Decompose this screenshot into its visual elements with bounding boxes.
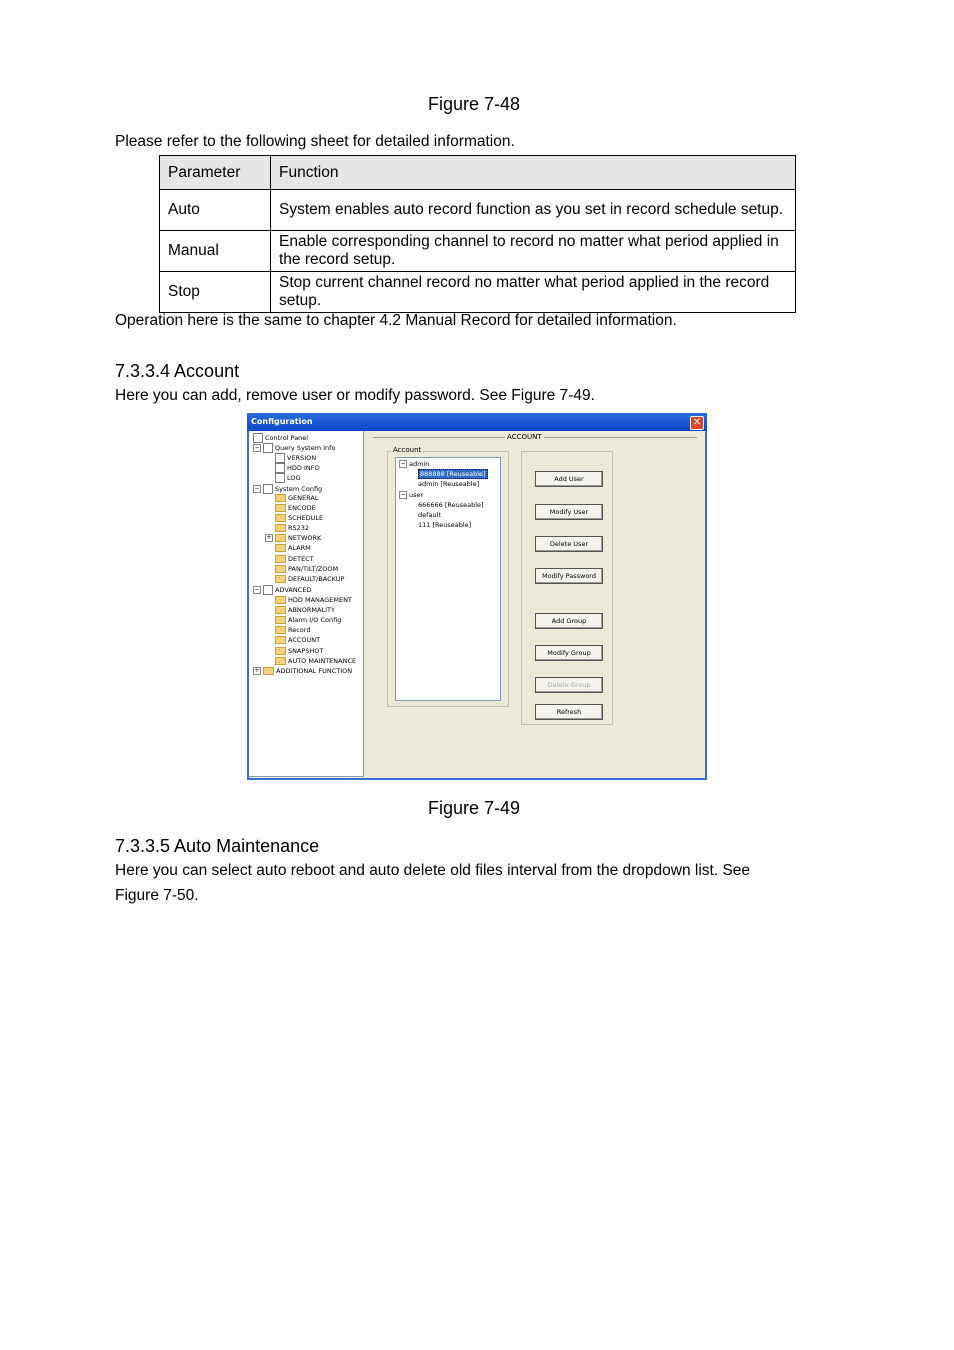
tree-item-snapshot[interactable]: SNAPSHOT (275, 647, 323, 656)
folder-icon (275, 647, 286, 655)
folder-icon (275, 606, 286, 614)
folder-icon (275, 657, 286, 665)
collapse-icon[interactable]: − (400, 460, 406, 467)
tree-item-additional-function[interactable]: + ADDITIONAL FUNCTION (254, 667, 353, 675)
tree-item-version[interactable]: VERSION (275, 453, 316, 463)
tree-item-hdd-info[interactable]: HDD INFO (275, 463, 320, 473)
tree-item-detect[interactable]: DETECT (275, 555, 314, 564)
cell-parameter: Auto (160, 190, 271, 231)
delete-user-button[interactable]: Delete User (535, 536, 603, 552)
folder-icon (275, 544, 286, 552)
tree-item-hdd-management[interactable]: HDD MANAGEMENT (275, 596, 352, 605)
panel-title: ACCOUNT (507, 433, 542, 441)
section-heading-account: 7.3.3.4 Account (115, 361, 240, 381)
collapse-icon[interactable]: − (254, 444, 260, 451)
user-item[interactable]: admin [Reuseable] (418, 480, 480, 488)
expand-icon[interactable]: + (266, 534, 272, 541)
window-client-area (249, 431, 705, 778)
collapse-icon[interactable]: − (254, 586, 260, 593)
expand-icon[interactable]: + (254, 667, 260, 674)
folder-icon (275, 494, 286, 502)
add-group-button[interactable]: Add Group (535, 613, 603, 629)
folder-icon (275, 616, 286, 624)
folder-icon (275, 555, 286, 563)
account-paragraph: Here you can add, remove user or modify password. See Figure 7-49. (115, 387, 595, 404)
notepad-icon (275, 473, 285, 483)
group-admin[interactable]: − admin (400, 460, 430, 468)
cell-parameter: Stop (160, 272, 271, 313)
notepad-icon (263, 443, 273, 453)
delete-group-button[interactable]: Delete Group (535, 677, 603, 693)
tree-item-system-config[interactable]: − System Config (254, 485, 323, 493)
maintenance-paragraph-line2: Figure 7-50. (115, 887, 199, 904)
modify-group-button[interactable]: Modify Group (535, 645, 603, 661)
computer-icon (253, 433, 263, 443)
modify-user-button[interactable]: Modify User (535, 504, 603, 520)
window-titlebar (247, 413, 707, 431)
table-row (160, 231, 796, 272)
tree-item-network[interactable]: + NETWORK (266, 534, 322, 542)
folder-icon (275, 565, 286, 573)
table-header-row (160, 156, 796, 190)
folder-icon (263, 667, 274, 675)
account-tree-list[interactable] (395, 457, 501, 701)
modify-password-button[interactable]: Modify Password (535, 568, 603, 584)
user-item[interactable]: default (418, 511, 441, 519)
folder-icon (275, 636, 286, 644)
folder-icon (275, 596, 286, 604)
notepad-icon (275, 463, 285, 473)
tree-item-alarm-io-config[interactable]: Alarm I/O Config (275, 616, 341, 625)
tree-item-pan-tilt-zoom[interactable]: PAN/TILT/ZOOM (275, 565, 338, 574)
tree-item-auto-maintenance[interactable]: AUTO MAINTENANCE (275, 657, 356, 666)
figure-49-caption: Figure 7-49 (428, 798, 521, 818)
tree-item-account[interactable]: ACCOUNT (275, 636, 320, 645)
tree-item-default-backup[interactable]: DEFAULT/BACKUP (275, 575, 344, 584)
collapse-icon[interactable]: − (254, 485, 260, 492)
header-function: Function (271, 156, 796, 190)
close-icon[interactable]: ✕ (690, 416, 704, 430)
collapse-icon[interactable]: − (400, 491, 406, 498)
tree-item-rs232[interactable]: RS232 (275, 524, 309, 533)
folder-icon (275, 524, 286, 532)
user-item[interactable]: 666666 [Reuseable] (418, 501, 484, 509)
tools-icon (263, 484, 273, 494)
tree-item-abnormality[interactable]: ABNORMALITY (275, 606, 335, 615)
tree-item-alarm[interactable]: ALARM (275, 544, 311, 553)
add-user-button[interactable]: Add User (535, 471, 603, 487)
folder-icon (275, 626, 286, 634)
table-row (160, 190, 796, 231)
tree-item-encode[interactable]: ENCODE (275, 504, 316, 513)
tree-item-advanced[interactable]: − ADVANCED (254, 586, 312, 594)
folder-icon (275, 504, 286, 512)
configuration-window (247, 413, 707, 780)
refresh-button[interactable]: Refresh (535, 704, 603, 720)
cell-function: Enable corresponding channel to record no matter what period applied in the record setup. (271, 231, 796, 272)
gears-icon (263, 585, 273, 595)
section-heading-auto-maintenance: 7.3.3.5 Auto Maintenance (115, 836, 320, 856)
tree-item-log[interactable]: LOG (275, 473, 301, 483)
folder-icon (275, 534, 286, 542)
table-row (160, 272, 796, 313)
header-parameter: Parameter (160, 156, 271, 190)
window-title: Configuration (251, 417, 313, 426)
notepad-icon (275, 453, 285, 463)
cell-function: Stop current channel record no matter what period applied in the record setup. (271, 272, 796, 313)
user-item[interactable]: 111 [Reuseable] (418, 521, 472, 529)
tree-item-control-panel[interactable]: Control Panel (253, 433, 308, 443)
config-tree (249, 431, 364, 777)
cell-function: System enables auto record function as you set in record schedule setup. (271, 190, 796, 231)
intro-paragraph: Please refer to the following sheet for detailed information. (115, 133, 515, 150)
figure-48-caption: Figure 7-48 (428, 94, 521, 114)
tree-item-schedule[interactable]: SCHEDULE (275, 514, 323, 523)
user-item[interactable]: 888888 [Reuseable] (420, 470, 486, 478)
folder-icon (275, 575, 286, 583)
operation-paragraph: Operation here is the same to chapter 4.2 Manual Record for detailed information. (115, 312, 677, 329)
maintenance-paragraph-line1: Here you can select auto reboot and auto delete old files interval from the dropdown list. See (115, 862, 751, 879)
cell-parameter: Manual (160, 231, 271, 272)
account-group-label: Account (393, 446, 422, 454)
tree-item-record[interactable]: Record (275, 626, 310, 635)
tree-item-query-system-info[interactable]: − Query System Info (254, 444, 336, 452)
parameter-table (159, 155, 796, 313)
group-user[interactable]: − user (400, 491, 424, 499)
folder-icon (275, 514, 286, 522)
tree-item-general[interactable]: GENERAL (275, 494, 318, 503)
